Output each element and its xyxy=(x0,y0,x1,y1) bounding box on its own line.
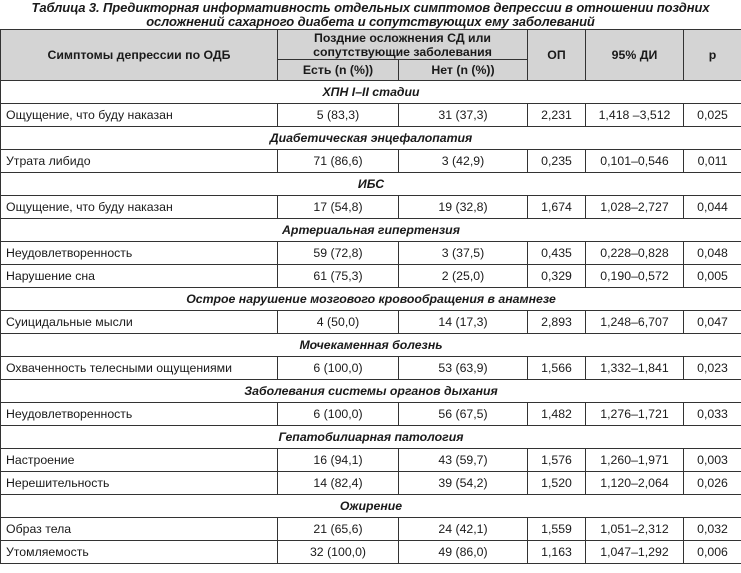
cell-p: 0,006 xyxy=(684,541,741,564)
cell-no: 2 (25,0) xyxy=(399,265,528,288)
section-title: Заболевания системы органов дыхания xyxy=(1,380,741,403)
header-no: Нет (n (%)) xyxy=(399,60,528,81)
table-row xyxy=(1,357,741,380)
cell-no: 3 (42,9) xyxy=(399,150,528,173)
cell-symptom: Суицидальные мысли xyxy=(1,311,278,334)
cell-no: 3 (37,5) xyxy=(399,242,528,265)
header-p: p xyxy=(684,30,741,81)
cell-yes: 4 (50,0) xyxy=(278,311,399,334)
cell-p: 0,033 xyxy=(684,403,741,426)
cell-p: 0,047 xyxy=(684,311,741,334)
section-row xyxy=(1,288,741,311)
cell-ci: 1,051–2,312 xyxy=(586,518,684,541)
cell-ci: 1,028–2,727 xyxy=(586,196,684,219)
cell-ci: 1,248–6,707 xyxy=(586,311,684,334)
cell-yes: 21 (65,6) xyxy=(278,518,399,541)
table-row xyxy=(1,541,741,564)
predictor-table xyxy=(0,29,741,564)
cell-p: 0,025 xyxy=(684,104,741,127)
section-row xyxy=(1,81,741,104)
cell-symptom: Утрата либидо xyxy=(1,150,278,173)
table-row xyxy=(1,449,741,472)
section-row xyxy=(1,426,741,449)
section-title: Артериальная гипертензия xyxy=(1,219,741,242)
cell-yes: 6 (100,0) xyxy=(278,357,399,380)
cell-or: 1,576 xyxy=(528,449,586,472)
cell-ci: 1,276–1,721 xyxy=(586,403,684,426)
table-row xyxy=(1,242,741,265)
cell-or: 1,520 xyxy=(528,472,586,495)
section-title: Острое нарушение мозгового кровообращения в анамнезе xyxy=(1,288,741,311)
cell-p: 0,026 xyxy=(684,472,741,495)
cell-no: 53 (63,9) xyxy=(399,357,528,380)
cell-ci: 0,190–0,572 xyxy=(586,265,684,288)
cell-symptom: Неудовлетворенность xyxy=(1,403,278,426)
table-row xyxy=(1,472,741,495)
cell-no: 31 (37,3) xyxy=(399,104,528,127)
header-or: ОП xyxy=(528,30,586,81)
table-row xyxy=(1,265,741,288)
section-row xyxy=(1,334,741,357)
header-symptoms: Симптомы депрессии по ОДБ xyxy=(1,30,278,81)
cell-or: 0,235 xyxy=(528,150,586,173)
cell-no: 56 (67,5) xyxy=(399,403,528,426)
cell-no: 19 (32,8) xyxy=(399,196,528,219)
cell-ci: 0,228–0,828 xyxy=(586,242,684,265)
header-ci: 95% ДИ xyxy=(586,30,684,81)
cell-symptom: Настроение xyxy=(1,449,278,472)
cell-p: 0,023 xyxy=(684,357,741,380)
header-yes: Есть (n (%)) xyxy=(278,60,399,81)
table-caption: Таблица 3. Предикторная информативность отдельных симптомов депрессии в отношении поздних осложнений сахарного диабета и сопутствующих ему заболеваний xyxy=(31,0,710,29)
cell-symptom: Ощущение, что буду наказан xyxy=(1,104,278,127)
section-title: Мочекаменная болезнь xyxy=(1,334,741,357)
cell-yes: 5 (83,3) xyxy=(278,104,399,127)
cell-p: 0,048 xyxy=(684,242,741,265)
cell-ci: 1,120–2,064 xyxy=(586,472,684,495)
table-row xyxy=(1,518,741,541)
header-group: Поздние осложнения СД или сопутствующие заболевания xyxy=(278,30,528,60)
table-row xyxy=(1,311,741,334)
cell-ci: 1,047–1,292 xyxy=(586,541,684,564)
cell-p: 0,032 xyxy=(684,518,741,541)
cell-or: 1,559 xyxy=(528,518,586,541)
cell-ci: 1,260–1,971 xyxy=(586,449,684,472)
cell-yes: 16 (94,1) xyxy=(278,449,399,472)
cell-no: 14 (17,3) xyxy=(399,311,528,334)
cell-p: 0,011 xyxy=(684,150,741,173)
cell-yes: 14 (82,4) xyxy=(278,472,399,495)
cell-yes: 6 (100,0) xyxy=(278,403,399,426)
cell-symptom: Образ тела xyxy=(1,518,278,541)
cell-ci: 1,418 –3,512 xyxy=(586,104,684,127)
table-row xyxy=(1,104,741,127)
cell-symptom: Нерешительность xyxy=(1,472,278,495)
cell-no: 39 (54,2) xyxy=(399,472,528,495)
table-header xyxy=(1,30,741,81)
cell-or: 2,893 xyxy=(528,311,586,334)
table-row xyxy=(1,403,741,426)
table-row xyxy=(1,150,741,173)
cell-p: 0,005 xyxy=(684,265,741,288)
table-row xyxy=(1,196,741,219)
cell-yes: 17 (54,8) xyxy=(278,196,399,219)
cell-symptom: Утомляемость xyxy=(1,541,278,564)
cell-no: 43 (59,7) xyxy=(399,449,528,472)
cell-symptom: Нарушение сна xyxy=(1,265,278,288)
cell-or: 2,231 xyxy=(528,104,586,127)
cell-symptom: Неудовлетворенность xyxy=(1,242,278,265)
section-row xyxy=(1,219,741,242)
cell-no: 24 (42,1) xyxy=(399,518,528,541)
cell-no: 49 (86,0) xyxy=(399,541,528,564)
cell-p: 0,044 xyxy=(684,196,741,219)
cell-yes: 61 (75,3) xyxy=(278,265,399,288)
cell-symptom: Охваченность телесными ощущениями xyxy=(1,357,278,380)
section-row xyxy=(1,127,741,150)
cell-or: 1,674 xyxy=(528,196,586,219)
cell-or: 1,482 xyxy=(528,403,586,426)
cell-yes: 71 (86,6) xyxy=(278,150,399,173)
section-row xyxy=(1,495,741,518)
cell-p: 0,003 xyxy=(684,449,741,472)
cell-yes: 59 (72,8) xyxy=(278,242,399,265)
table-body xyxy=(1,81,741,564)
cell-ci: 1,332–1,841 xyxy=(586,357,684,380)
cell-or: 1,163 xyxy=(528,541,586,564)
section-title: Диабетическая энцефалопатия xyxy=(1,127,741,150)
cell-or: 0,329 xyxy=(528,265,586,288)
cell-or: 1,566 xyxy=(528,357,586,380)
section-row xyxy=(1,173,741,196)
section-title: ИБС xyxy=(1,173,741,196)
section-row xyxy=(1,380,741,403)
cell-ci: 0,101–0,546 xyxy=(586,150,684,173)
cell-symptom: Ощущение, что буду наказан xyxy=(1,196,278,219)
cell-yes: 32 (100,0) xyxy=(278,541,399,564)
cell-or: 0,435 xyxy=(528,242,586,265)
section-title: Ожирение xyxy=(1,495,741,518)
section-title: Гепатобилиарная патология xyxy=(1,426,741,449)
section-title: ХПН I–II стадии xyxy=(1,81,741,104)
